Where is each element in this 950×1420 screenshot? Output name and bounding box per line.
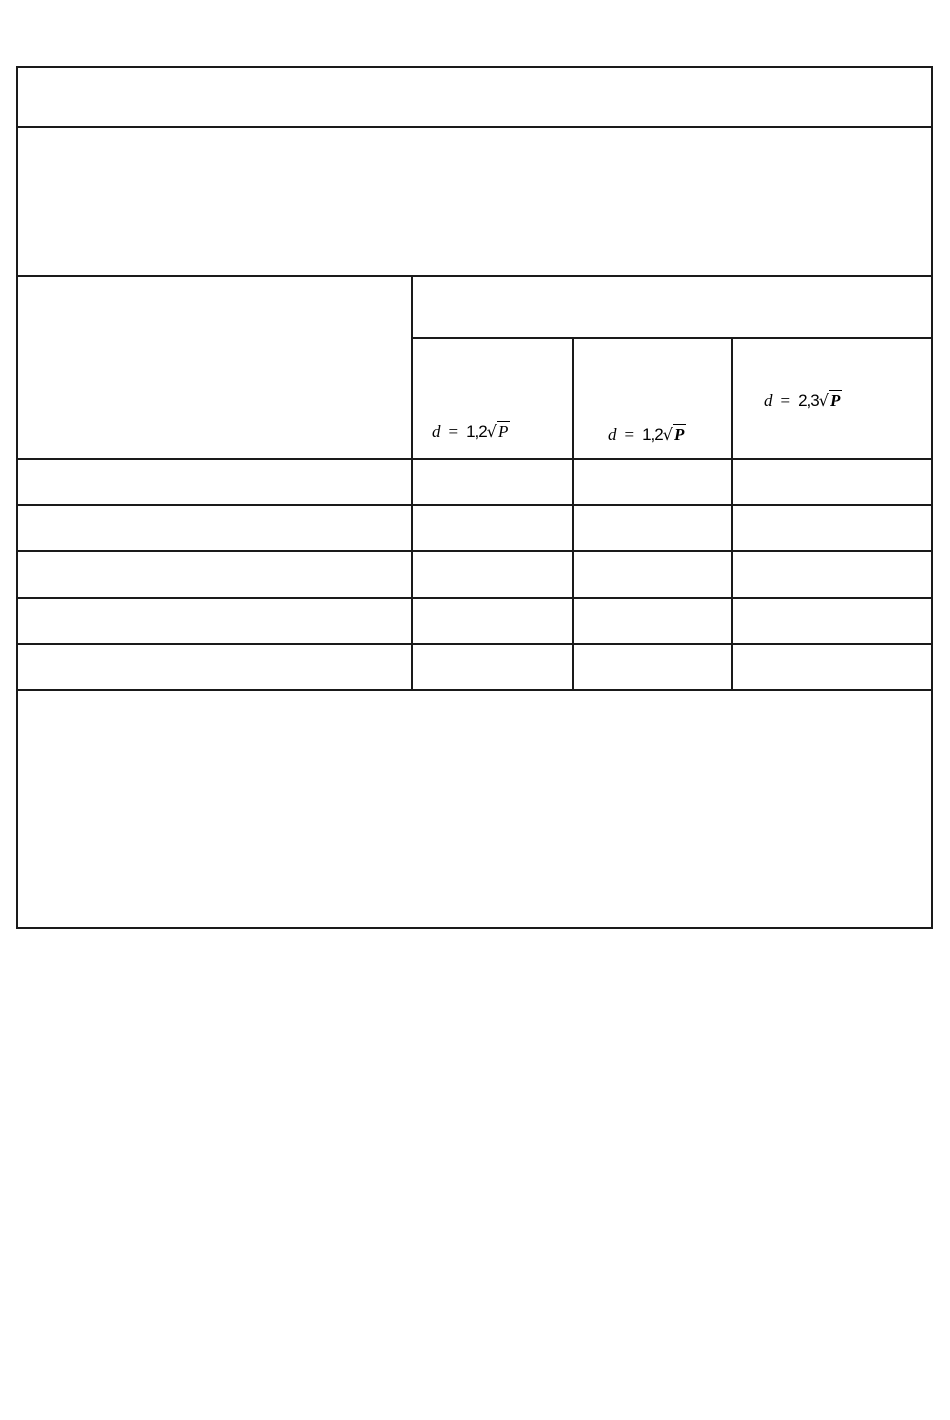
column-divider-main <box>411 275 413 690</box>
table-row-divider <box>16 643 933 645</box>
formula-equals: = <box>780 391 791 410</box>
table-bottom-divider <box>16 689 933 691</box>
formula-equals: = <box>624 425 635 444</box>
formula-equals: = <box>448 422 459 441</box>
formula-radicand: P <box>497 422 509 441</box>
formula-cell-1 <box>432 423 510 440</box>
table-frame <box>16 66 933 929</box>
formula-cell-2 <box>608 426 686 443</box>
table-row-divider <box>16 504 933 506</box>
column-divider <box>731 337 733 690</box>
formula-variable: d <box>608 425 617 444</box>
header-sub-divider <box>412 337 933 339</box>
sqrt-icon: √ <box>486 422 497 441</box>
row-divider-caption <box>16 275 933 277</box>
sqrt-icon: √ <box>662 425 673 444</box>
row-divider-title <box>16 126 933 128</box>
formula-coefficient: 1,2 <box>466 422 487 441</box>
formula-cell-3 <box>764 392 842 409</box>
formula-radicand: P <box>829 391 841 410</box>
formula-radicand: P <box>673 425 685 444</box>
formula-coefficient: 2,3 <box>798 391 819 410</box>
sqrt-icon: √ <box>818 391 829 410</box>
formula-variable: d <box>764 391 773 410</box>
formula-variable: d <box>432 422 441 441</box>
formula-coefficient: 1,2 <box>642 425 663 444</box>
column-divider <box>572 337 574 690</box>
header-bottom-divider <box>16 458 933 460</box>
table-row-divider <box>16 597 933 599</box>
table-row-divider <box>16 550 933 552</box>
